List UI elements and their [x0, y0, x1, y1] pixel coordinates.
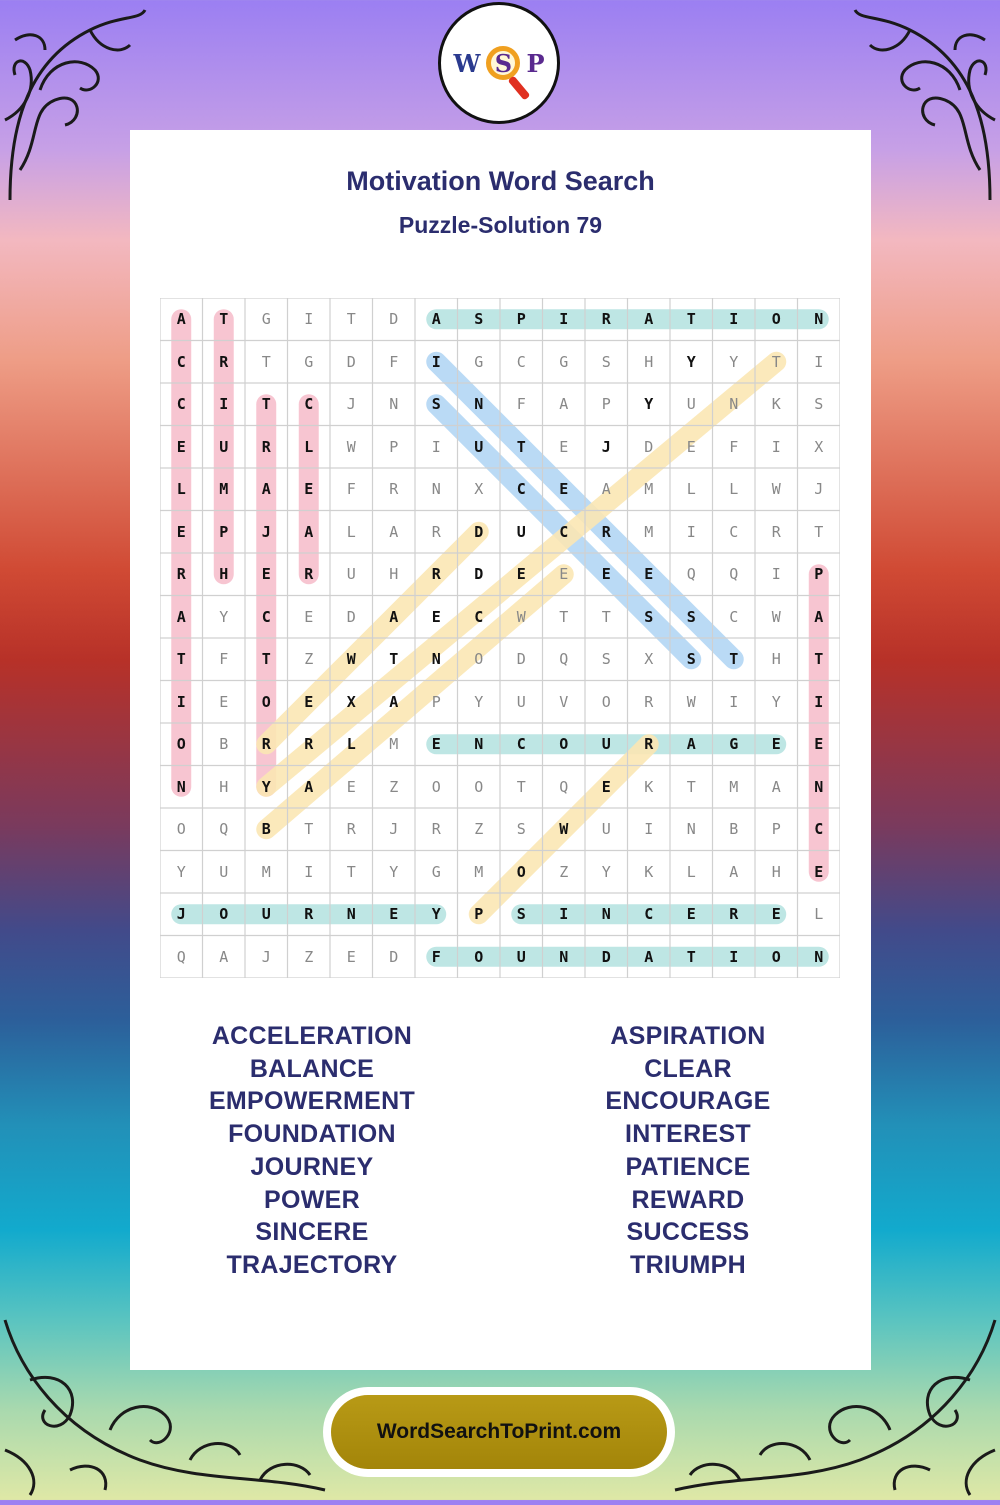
logo-letter-s: S	[494, 48, 513, 78]
grid-cell[interactable]: T	[771, 352, 781, 371]
grid-cell[interactable]: E	[431, 607, 441, 626]
grid-cell[interactable]: I	[729, 692, 739, 711]
grid-cell[interactable]: D	[389, 310, 399, 329]
grid-cell[interactable]: P	[431, 692, 441, 711]
grid-cell[interactable]: E	[304, 607, 314, 626]
grid-cell[interactable]: T	[686, 947, 696, 966]
grid-cell[interactable]: U	[601, 820, 611, 839]
grid-cell[interactable]: O	[474, 777, 484, 796]
grid-cell[interactable]: G	[559, 352, 569, 371]
grid-cell[interactable]: F	[389, 352, 399, 371]
grid-cell[interactable]: O	[176, 735, 186, 754]
word-list-item: ASPIRATION	[610, 1022, 766, 1050]
grid-cell[interactable]: R	[601, 522, 611, 541]
grid-cell[interactable]: A	[176, 310, 186, 329]
grid-cell[interactable]: I	[176, 692, 186, 711]
grid-cell[interactable]: H	[771, 650, 781, 669]
grid-cell[interactable]: S	[601, 650, 611, 669]
grid-cell[interactable]: B	[729, 820, 739, 839]
grid-cell[interactable]: U	[261, 905, 271, 924]
grid-cell[interactable]: P	[474, 905, 484, 924]
grid-cell[interactable]: S	[644, 607, 654, 626]
grid-cell[interactable]: U	[346, 565, 356, 584]
grid-cell[interactable]: C	[729, 522, 739, 541]
grid-cell[interactable]: M	[729, 777, 739, 796]
grid-cell[interactable]: A	[389, 607, 399, 626]
grid-cell[interactable]: A	[644, 310, 654, 329]
grid-cell[interactable]: E	[601, 565, 611, 584]
grid-cell[interactable]: O	[559, 735, 569, 754]
grid-cell[interactable]: O	[176, 820, 186, 839]
grid-cell[interactable]: X	[644, 650, 654, 669]
grid-cell[interactable]: R	[304, 565, 314, 584]
grid-cell[interactable]: T	[559, 607, 569, 626]
grid-cell[interactable]: A	[304, 777, 314, 796]
grid-cell[interactable]: T	[686, 777, 696, 796]
grid-cell[interactable]: C	[176, 395, 186, 414]
grid-cell[interactable]: A	[261, 480, 271, 499]
puzzle-card	[130, 130, 871, 1370]
grid-cell[interactable]: R	[431, 565, 441, 584]
grid-cell[interactable]: X	[346, 692, 356, 711]
grid-cell[interactable]: P	[601, 395, 611, 414]
grid-cell[interactable]: Q	[686, 565, 696, 584]
grid-cell[interactable]: O	[771, 310, 781, 329]
page-subtitle: Puzzle-Solution 79	[398, 212, 603, 238]
grid-cell[interactable]: M	[389, 735, 399, 754]
grid-cell[interactable]: E	[559, 480, 569, 499]
grid-cell[interactable]: T	[814, 522, 824, 541]
grid-cell[interactable]: Y	[219, 607, 229, 626]
grid-cell[interactable]: L	[346, 522, 356, 541]
grid-cell[interactable]: G	[431, 862, 441, 881]
grid-cell[interactable]: R	[644, 692, 654, 711]
grid-cell[interactable]: T	[304, 820, 314, 839]
grid-cell[interactable]: Q	[219, 820, 229, 839]
grid-cell[interactable]: A	[389, 692, 399, 711]
grid-cell[interactable]: H	[219, 777, 229, 796]
grid-cell[interactable]: E	[176, 522, 186, 541]
grid-cell[interactable]: L	[686, 862, 696, 881]
grid-cell[interactable]: N	[431, 650, 441, 669]
word-list-item: CLEAR	[644, 1054, 732, 1083]
grid-cell[interactable]: E	[771, 905, 781, 924]
grid-cell[interactable]: G	[304, 352, 314, 371]
grid-cell[interactable]: E	[176, 437, 186, 456]
grid-cell[interactable]: D	[644, 437, 654, 456]
word-list-item: ACCELERATION	[211, 1022, 413, 1050]
grid-cell[interactable]: Y	[474, 692, 484, 711]
grid-cell[interactable]: Q	[176, 947, 186, 966]
footer-badge[interactable]	[323, 1387, 675, 1477]
grid-cell[interactable]: R	[219, 352, 229, 371]
grid-cell[interactable]: U	[474, 437, 484, 456]
grid-cell[interactable]: P	[389, 437, 399, 456]
grid-cell[interactable]: A	[431, 310, 441, 329]
grid-cell[interactable]: I	[729, 310, 739, 329]
grid-cell[interactable]: A	[389, 522, 399, 541]
grid-cell[interactable]: R	[261, 437, 271, 456]
grid-cell[interactable]: P	[814, 565, 824, 584]
grid-cell[interactable]: U	[686, 395, 696, 414]
grid-cell[interactable]: E	[516, 565, 526, 584]
grid-cell[interactable]: Y	[729, 352, 739, 371]
grid-cell[interactable]: C	[176, 352, 186, 371]
grid-cell[interactable]: T	[389, 650, 399, 669]
grid-cell[interactable]: C	[516, 735, 526, 754]
word-list-item: ENCOURAGE	[605, 1087, 771, 1116]
grid-cell[interactable]: D	[346, 607, 356, 626]
grid-cell[interactable]: G	[474, 352, 484, 371]
grid-cell[interactable]: S	[601, 352, 611, 371]
grid-cell[interactable]: H	[644, 352, 654, 371]
grid-cell[interactable]: W	[771, 607, 781, 626]
grid-cell[interactable]: F	[219, 650, 229, 669]
grid-cell[interactable]: N	[389, 395, 399, 414]
grid-cell[interactable]: D	[474, 522, 484, 541]
grid-cell[interactable]: P	[219, 522, 229, 541]
page-title: Motivation Word Search	[346, 166, 655, 196]
word-list-item: JOURNEY	[250, 1152, 374, 1181]
grid-cell[interactable]: C	[261, 607, 271, 626]
grid-cell[interactable]: E	[346, 777, 356, 796]
grid-cell[interactable]: C	[516, 352, 526, 371]
grid-cell[interactable]: T	[814, 650, 824, 669]
grid-cell[interactable]: I	[304, 862, 314, 881]
grid-cell[interactable]: J	[601, 437, 611, 456]
grid-cell[interactable]: S	[814, 395, 824, 414]
grid-cell[interactable]: T	[261, 352, 271, 371]
grid-cell[interactable]: R	[644, 735, 654, 754]
grid-cell[interactable]: T	[176, 650, 186, 669]
grid-cell[interactable]: L	[176, 480, 186, 499]
word-search-grid	[160, 298, 840, 978]
grid-cell[interactable]: E	[559, 565, 569, 584]
logo-letter-p: P	[526, 48, 545, 78]
grid-cell[interactable]: N	[814, 777, 824, 796]
grid-cell[interactable]: V	[559, 692, 569, 711]
grid-cell[interactable]: R	[304, 905, 314, 924]
grid-cell[interactable]: L	[814, 905, 824, 924]
grid-cell[interactable]: R	[346, 820, 356, 839]
grid-cell[interactable]: I	[771, 565, 781, 584]
grid-cell[interactable]: O	[431, 777, 441, 796]
grid-cell[interactable]: M	[261, 862, 271, 881]
grid-cell[interactable]: R	[771, 522, 781, 541]
grid-cell[interactable]: S	[474, 310, 484, 329]
word-list-item: BALANCE	[249, 1054, 375, 1083]
word-list-item: FOUNDATION	[228, 1120, 396, 1149]
grid-cell[interactable]: J	[389, 820, 399, 839]
grid-cell[interactable]: A	[771, 777, 781, 796]
word-list-item: TRIUMPH	[630, 1250, 746, 1279]
grid-cell[interactable]: S	[686, 607, 696, 626]
grid-cell[interactable]: E	[814, 862, 824, 881]
word-list-item: PATIENCE	[625, 1152, 751, 1181]
grid-cell[interactable]: K	[771, 395, 781, 414]
grid-cell[interactable]: J	[261, 947, 271, 966]
grid-cell[interactable]: S	[686, 650, 696, 669]
grid-cell[interactable]: H	[389, 565, 399, 584]
grid-cell[interactable]: A	[601, 480, 611, 499]
grid-cell[interactable]: J	[346, 395, 356, 414]
grid-cell[interactable]: I	[771, 437, 781, 456]
grid-cell[interactable]: M	[474, 862, 484, 881]
grid-cell[interactable]: D	[601, 947, 611, 966]
grid-cell[interactable]: Y	[771, 692, 781, 711]
grid-cell[interactable]: C	[304, 395, 314, 414]
grid-cell[interactable]: E	[431, 735, 441, 754]
grid-cell[interactable]: Y	[601, 862, 611, 881]
grid-cell[interactable]: D	[389, 947, 399, 966]
grid-cell[interactable]: K	[644, 777, 654, 796]
grid-cell[interactable]: C	[516, 480, 526, 499]
grid-cell[interactable]: S	[516, 905, 526, 924]
word-list-item: SINCERE	[255, 1218, 369, 1247]
grid-cell[interactable]: C	[474, 607, 484, 626]
grid-cell[interactable]: R	[729, 905, 739, 924]
grid-cell[interactable]: H	[771, 862, 781, 881]
grid-cell[interactable]: Q	[729, 565, 739, 584]
grid-cell[interactable]: P	[771, 820, 781, 839]
grid-cell[interactable]: I	[304, 310, 314, 329]
grid-cell[interactable]: I	[219, 395, 229, 414]
grid-cell[interactable]: O	[261, 692, 271, 711]
grid-cell[interactable]: Z	[304, 650, 314, 669]
grid-cell[interactable]: W	[559, 820, 569, 839]
grid-cell[interactable]: Q	[559, 777, 569, 796]
grid-cell[interactable]: F	[431, 947, 441, 966]
grid-cell[interactable]: Q	[559, 650, 569, 669]
grid-cell[interactable]: J	[261, 522, 271, 541]
grid-cell[interactable]: F	[346, 480, 356, 499]
word-list-item: TRAJECTORY	[226, 1250, 398, 1279]
grid-cell[interactable]: R	[176, 565, 186, 584]
grid-cell[interactable]: Y	[389, 862, 399, 881]
ornament-top-right	[850, 0, 1000, 210]
grid-cell[interactable]: N	[474, 735, 484, 754]
grid-cell[interactable]: E	[389, 905, 399, 924]
grid-cell[interactable]: K	[644, 862, 654, 881]
grid-cell[interactable]: R	[601, 310, 611, 329]
grid-cell[interactable]: I	[431, 437, 441, 456]
grid-cell[interactable]: E	[346, 947, 356, 966]
grid-cell[interactable]: E	[686, 437, 696, 456]
grid-cell[interactable]: A	[176, 607, 186, 626]
grid-cell[interactable]: A	[304, 522, 314, 541]
grid-cell[interactable]: N	[601, 905, 611, 924]
grid-cell[interactable]: I	[559, 310, 569, 329]
grid-cell[interactable]: H	[219, 565, 229, 584]
grid-cell[interactable]: U	[219, 862, 229, 881]
footer-link[interactable]: WordSearchToPrint.com	[331, 1395, 667, 1469]
grid-cell[interactable]: R	[431, 820, 441, 839]
grid-cell[interactable]: J	[814, 480, 824, 499]
grid-cell[interactable]: L	[729, 480, 739, 499]
grid-cell[interactable]: T	[601, 607, 611, 626]
grid-cell[interactable]: I	[559, 905, 569, 924]
grid-cell[interactable]: T	[346, 310, 356, 329]
grid-cell[interactable]: O	[771, 947, 781, 966]
grid-cell[interactable]: I	[431, 352, 441, 371]
grid-cell[interactable]: F	[729, 437, 739, 456]
word-list-item: INTEREST	[624, 1120, 752, 1149]
grid-cell[interactable]: N	[346, 905, 356, 924]
grid-cell[interactable]: Y	[176, 862, 186, 881]
grid-cell[interactable]: I	[814, 692, 824, 711]
word-list-item: EMPOWERMENT	[208, 1087, 416, 1116]
grid-cell[interactable]: T	[346, 862, 356, 881]
grid-cell[interactable]: A	[686, 735, 696, 754]
grid-cell[interactable]: Y	[686, 352, 696, 371]
grid-cell[interactable]: I	[686, 522, 696, 541]
grid-cell[interactable]: U	[219, 437, 229, 456]
grid-cell[interactable]: R	[389, 480, 399, 499]
grid-cell[interactable]: D	[474, 565, 484, 584]
grid-cell[interactable]: L	[346, 735, 356, 754]
grid-cell[interactable]: N	[431, 480, 441, 499]
grid-cell[interactable]: M	[644, 480, 654, 499]
grid-cell[interactable]: A	[729, 862, 739, 881]
magnifier-handle	[508, 75, 531, 100]
word-list-item: REWARD	[631, 1185, 745, 1214]
grid-cell[interactable]: B	[219, 735, 229, 754]
ornament-top-left	[0, 0, 150, 210]
grid-cell[interactable]: O	[601, 692, 611, 711]
grid-cell[interactable]: Z	[389, 777, 399, 796]
grid-cell[interactable]: C	[559, 522, 569, 541]
grid-cell[interactable]: C	[814, 820, 824, 839]
grid-cell[interactable]: G	[261, 310, 271, 329]
word-list-left	[162, 1020, 462, 1282]
grid-cell[interactable]: O	[474, 650, 484, 669]
grid-cell[interactable]: N	[814, 310, 824, 329]
grid-cell[interactable]: A	[644, 947, 654, 966]
grid-cell[interactable]: P	[516, 310, 526, 329]
grid-cell[interactable]: N	[176, 777, 186, 796]
grid-cell[interactable]: E	[559, 437, 569, 456]
grid-cell[interactable]: U	[601, 735, 611, 754]
grid-cell[interactable]: T	[516, 777, 526, 796]
grid-cell[interactable]: U	[516, 522, 526, 541]
grid-cell[interactable]: E	[219, 692, 229, 711]
grid-cell[interactable]: N	[686, 820, 696, 839]
grid-cell[interactable]: W	[771, 480, 781, 499]
grid-cell[interactable]: E	[261, 565, 271, 584]
grid-cell[interactable]: R	[431, 522, 441, 541]
grid-cell[interactable]: X	[474, 480, 484, 499]
grid-cell[interactable]: L	[304, 437, 314, 456]
grid-cell[interactable]: W	[346, 437, 356, 456]
grid-cell[interactable]: C	[644, 905, 654, 924]
grid-cell[interactable]: I	[644, 820, 654, 839]
grid-cell[interactable]: L	[686, 480, 696, 499]
grid-cell[interactable]: M	[644, 522, 654, 541]
grid-cell[interactable]: G	[729, 735, 739, 754]
grid-cell[interactable]: Z	[559, 862, 569, 881]
grid-cell[interactable]: W	[346, 650, 356, 669]
grid-cell[interactable]: M	[219, 480, 229, 499]
grid-cell[interactable]: J	[176, 905, 186, 924]
grid-cell[interactable]: I	[729, 947, 739, 966]
grid-cell[interactable]: X	[814, 437, 824, 456]
grid-cell[interactable]: S	[516, 820, 526, 839]
site-logo[interactable]	[438, 2, 560, 124]
grid-cell[interactable]: U	[516, 692, 526, 711]
grid-cell[interactable]: B	[261, 820, 271, 839]
grid-cell[interactable]: N	[474, 395, 484, 414]
grid-cell[interactable]: C	[729, 607, 739, 626]
grid-cell[interactable]: O	[474, 947, 484, 966]
grid-cell[interactable]: F	[516, 395, 526, 414]
grid-cell[interactable]: Y	[261, 777, 271, 796]
magnifier-icon	[486, 46, 520, 80]
grid-cell[interactable]: A	[219, 947, 229, 966]
grid-cell[interactable]: D	[346, 352, 356, 371]
grid-cell[interactable]: E	[814, 735, 824, 754]
grid-cell[interactable]: N	[559, 947, 569, 966]
word-list-right	[538, 1020, 838, 1282]
grid-cell[interactable]: A	[814, 607, 824, 626]
grid-cell[interactable]: E	[304, 480, 314, 499]
grid-cell[interactable]: T	[261, 395, 271, 414]
grid-cell[interactable]: T	[219, 310, 229, 329]
grid-cell[interactable]: O	[516, 862, 526, 881]
grid-cell[interactable]: A	[559, 395, 569, 414]
grid-cell[interactable]: T	[729, 650, 739, 669]
grid-cell[interactable]: Y	[431, 905, 441, 924]
word-list-item: SUCCESS	[626, 1218, 750, 1247]
grid-cell[interactable]: Z	[474, 820, 484, 839]
grid-cell[interactable]: E	[601, 777, 611, 796]
grid-cell[interactable]: O	[219, 905, 229, 924]
grid-cell[interactable]: Y	[644, 395, 654, 414]
logo-letter-w: W	[453, 48, 481, 78]
grid-cell[interactable]: N	[814, 947, 824, 966]
grid-cell[interactable]: D	[516, 650, 526, 669]
grid-cell[interactable]: W	[686, 692, 696, 711]
grid-cell[interactable]: I	[814, 352, 824, 371]
grid-cell[interactable]: E	[644, 565, 654, 584]
grid-cell[interactable]: T	[516, 437, 526, 456]
grid-cell[interactable]: U	[516, 947, 526, 966]
grid-cell[interactable]: E	[771, 735, 781, 754]
grid-cell[interactable]: S	[431, 395, 441, 414]
grid-cell[interactable]: Z	[304, 947, 314, 966]
grid-cell[interactable]: W	[516, 607, 526, 626]
grid-cell[interactable]: E	[304, 692, 314, 711]
word-list-item: POWER	[264, 1185, 360, 1214]
grid-cell[interactable]: T	[261, 650, 271, 669]
grid-cell[interactable]: T	[686, 310, 696, 329]
grid-cell[interactable]: R	[304, 735, 314, 754]
grid-cell[interactable]: E	[686, 905, 696, 924]
grid-cell[interactable]: R	[261, 735, 271, 754]
grid-cell[interactable]: N	[729, 395, 739, 414]
